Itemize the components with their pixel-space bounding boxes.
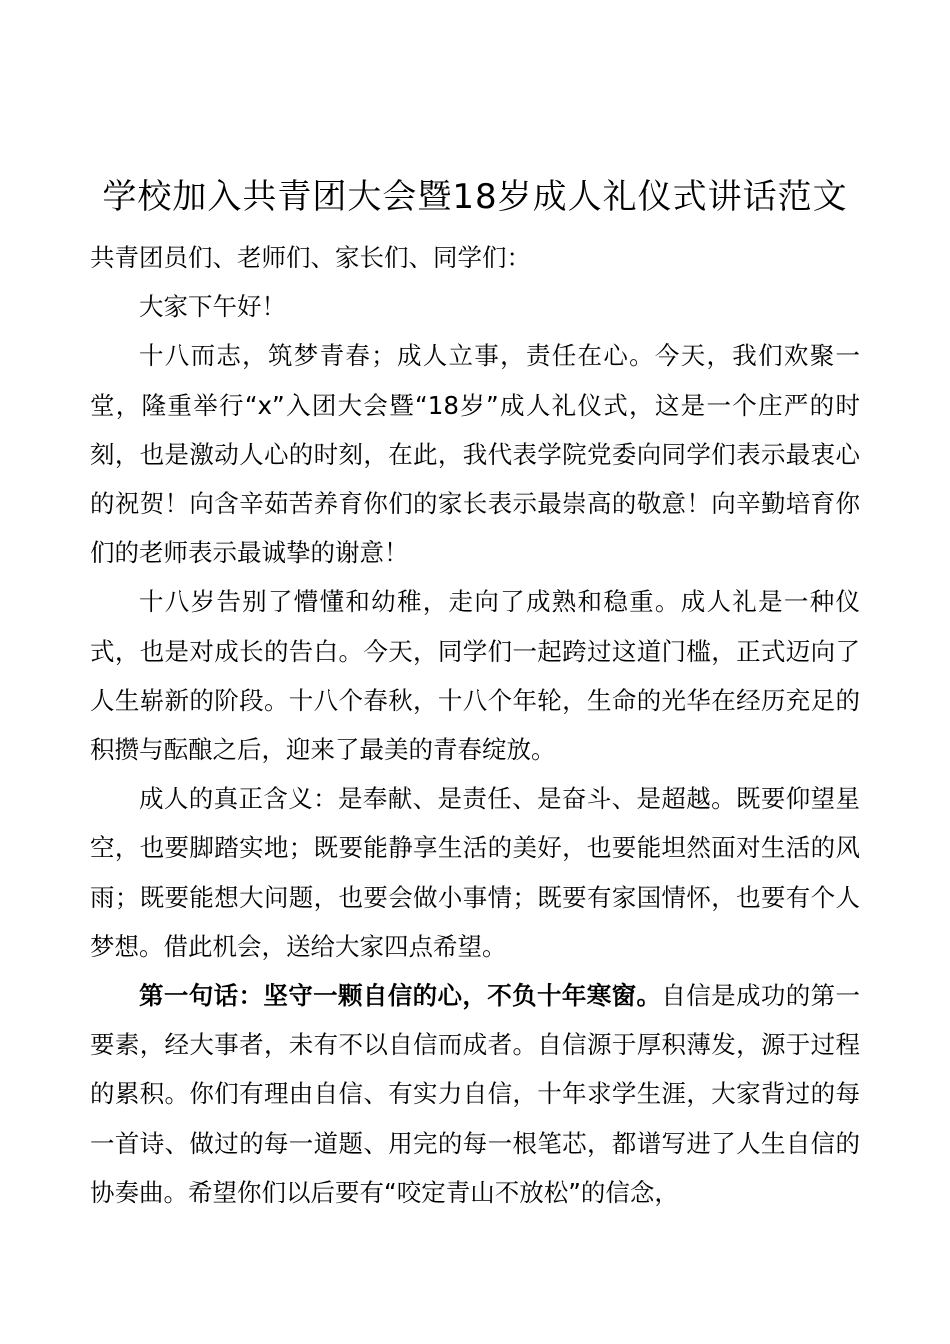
paragraph: 十八而志，筑梦青春；成人立事，责任在心。今天，我们欢聚一堂，隆重举行“x”入团大会暨“18岁”成人礼仪式，这是一个庄严的时刻，也是激动人心的时刻，在此，我代表学院党委向同学们表示最衷心的祝贺！向含辛茹苦养育你们的家长表示最崇高的敬意！向辛勤培育你们的老师表示最诚挚的谢意！ [90,341,860,568]
point-one-text: 自信是成功的第一要素，经大事者，未有不以自信而成者。自信源于厚积薄发，源于过程的累积。你们有理由自信、有实力自信，十年求学生涯，大家背过的每一首诗、做过的每一道题、用完的每一根笔芯，都谱写进了人生自信的协奏曲。希望你们以后要有“咬定青山不放松”的信念， [90,981,860,1207]
document-body [90,233,860,1217]
salutation: 共青团员们、老师们、家长们、同学们： [90,243,531,272]
paragraph: 成人的真正含义：是奉献、是责任、是奋斗、是超越。既要仰望星空，也要脚踏实地；既要能静享生活的美好，也要能坦然面对生活的风雨；既要能想大问题，也要会做小事情；既要有家国情怀，也要有个人梦想。借此机会，送给大家四点希望。 [90,784,860,961]
point-one-heading: 第一句话：坚守一颗自信的心，不负十年寒窗。 [139,981,662,1011]
document-title: 学校加入共青团大会暨18岁成人礼仪式讲话范文 [102,177,848,217]
paragraph: 十八岁告别了懵懂和幼稚，走向了成熟和稳重。成人礼是一种仪式，也是对成长的告白。今天，同学们一起跨过这道门槛，正式迈向了人生崭新的阶段。十八个春秋，十八个年轮，生命的光华在经历充足的积攒与酝酿之后，迎来了最美的青春绽放。 [90,587,860,765]
point-one-paragraph [90,971,860,1217]
greeting: 大家下午好！ [139,292,286,322]
